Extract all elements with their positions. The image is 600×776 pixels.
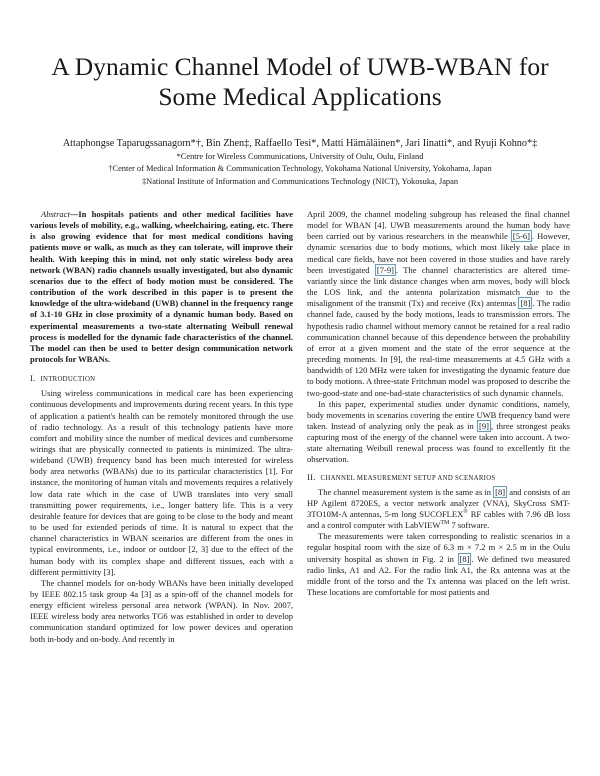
text-run: In this paper, experimental studies under dynamic conditions, namely, body movements in scenarios covering the entire UWB frequency band were taken. Instead of analyzing only the peak as in: [307, 398, 570, 431]
text-run: . The channel characteristics are altered time-variantly since the link distance changes when arm moves, body will block the LOS link, and the antenna polarization mismatch due to the misalignment of the transmit (Tx) and receive (Rx) antennas: [307, 264, 570, 309]
text-run: . The radio channel fade, caused by the body motions, leads to transmission errors. The hypothesis radio channel without memory cannot be retained for a real radio communication channel because of this dependence between the probability of error at a given moment and the state of the error sequence at the preceding moments. In [9], the real-time measurements at 4.5 GHz with a bandwidth of 120 MHz were taken for investigating the dynamic feature due to body motions. A three-state Fritchman model was proposed to describe the two-good-state and one-bad-state characteristics of such dynamic channels.: [307, 298, 570, 398]
affiliation-1: *Centre for Wireless Communications, University of Oulu, Oulu, Finland: [176, 152, 424, 161]
citation-link[interactable]: [9]: [479, 420, 489, 431]
intro-paragraph-1: Using wireless communications in medical care has been experiencing continuous developments and improvements during recent years. In this type of application a patient's health can be remotely monitored through the use of radio technology. As a result of this technology patients have more comfort and mobility since the number of medical devices and cumbersome wirings that are physically connected to patients is minimized. The ultra-wideband (UWB) frequency band has been much interested for wireless body area networks (WBANs) due to its particular characteristics [1]. For instance, the monitoring of human vitals and movements requires a relatively low data rate which in the case of UWB translates into very small transmitting power requirements, i.e., longer battery life. This is a very desirable feature for devices that are going to be close to the body and meant to be used for extended periods of time. It is natural to expect that the channel characteristics in WBAN scenarios are different from the ones in typical environments, i.e., indoor or outdoor [2, 3] due to the effect of the human body with its complex shape and different tissues, each with a different permittivity [3].: [30, 388, 293, 577]
abstract-text: —In hospitals patients and other medical facilities have various levels of mobility, e.g., walking, wheelchairing, eating, etc. There is also growing evidence that for most medical conditions having patients move or walk, as much as they can tolerate, will improve their health. With keeping this in mind, not only static wireless body area network (WBAN) radio channels usually investigated, but also dynamic scenarios due to the effect of body motion must be considered. The contribution of the work described in this paper is to present the knowledge of the ultra-wideband (UWB) channel in the frequency range of 3.1-10 GHz in close proximity of a dynamic human body. Based on experimental measurements a two-state alternating Weibull renewal process is modelled for the dynamic fade characteristics of the channel. The model can then be used to better design communication network protocols for WBANs.: [30, 209, 293, 365]
section-heading-measurement-setup: [307, 472, 570, 484]
section-number: II.: [307, 471, 316, 482]
text-run: The channel measurement system is the same as in: [318, 486, 494, 497]
intro-paragraph-2: The channel models for on-body WBANs have been initially developed by IEEE 802.15 task group 4a [3] as a spin-off of the channel models for energy efficient wireless personal area network (WPAN). In Nov. 2007, IEEE wireless body area networks TG6 was established in order to develop communication standard optimized for low power devices and operation both in-body and on-body. And recently in: [30, 577, 293, 644]
body-paragraph-2: [307, 399, 570, 466]
citation-link[interactable]: [8]: [520, 298, 531, 309]
text-run: . However, dynamic scenarios due to body motions, which most likely take place in medical care fields, have not been covered in those studies and have rarely been investigated: [307, 231, 571, 275]
section-title: INTRODUCTION: [40, 376, 96, 384]
abstract-label: Abstract: [41, 209, 70, 219]
section-title: CHANNEL MEASUREMENT SETUP AND SCENARIOS: [320, 474, 496, 482]
paper-title: [30, 52, 570, 112]
trademark-mark: TM: [440, 520, 450, 527]
body-paragraph-1: [307, 209, 570, 399]
section-heading-introduction: [30, 373, 293, 385]
text-run: 7 software.: [449, 520, 490, 531]
text-run: , three strongest peaks capturing most of the energy of the channel were taken into account. A two-state alternating Weibull renewal process was found to excellently fit the observation.: [307, 420, 570, 465]
text-run: . We defined two measured radio links, A1 and A2. For the radio link A1, the Rx antenna was at the middle front of the torso and the Tx antenna was placed on the left wrist. These locations are comfortable for most patients and: [307, 553, 570, 597]
body-paragraph-4: [307, 531, 570, 598]
text-run: and consists of an HP Agilent 8720ES, a vector network analyzer (VNA), SkyCross SMT-3TO10M-A antennas, 5-m long SUCOFLEX: [307, 486, 571, 519]
text-run: RF cables with 7.96 dB loss and a control computer with LabVIEW: [307, 508, 570, 531]
abstract: [30, 209, 293, 365]
left-column: [30, 209, 293, 645]
citation-link[interactable]: [8]: [459, 553, 470, 564]
registered-mark: ®: [463, 509, 468, 516]
section-number: I.: [30, 373, 36, 384]
citation-link[interactable]: [7-9]: [376, 264, 394, 275]
affiliation-2: †Center of Medical Information & Communication Technology, Yokohama National University, Yokohama, Japan: [108, 164, 492, 173]
author-list: Attaphongse Taparugssanagorn*†, Bin Zhen‡, Raffaello Tesi*, Matti Hämäläinen*, Jari Iinatti*, and Ryuji Kohno*‡: [62, 138, 538, 149]
text-run: The measurements were taken corresponding to realistic scenarios in a regular hospital room with the size of 6.3 m × 7.2 m × 2.5 m in the Oulu university hospital as shown in Fig. 2 in: [307, 531, 570, 564]
affiliation-3: ‡National Institute of Information and Communications Technology (NICT), Yokosuka, Japan: [141, 177, 459, 186]
citation-link[interactable]: [5-6]: [512, 231, 530, 242]
right-column: [307, 209, 570, 598]
paper-title-line-2: Some Medical Applications: [158, 82, 442, 111]
text-run: April 2009, the channel modeling subgroup has released the final channel model for WBAN [4]. UWB measurements around the human body have been carried out by various researchers in the meanwhile: [307, 209, 570, 242]
body-paragraph-3: [307, 487, 570, 532]
paper-title-line-1: A Dynamic Channel Model of UWB-WBAN for: [51, 52, 549, 81]
citation-link[interactable]: [8]: [495, 486, 506, 497]
